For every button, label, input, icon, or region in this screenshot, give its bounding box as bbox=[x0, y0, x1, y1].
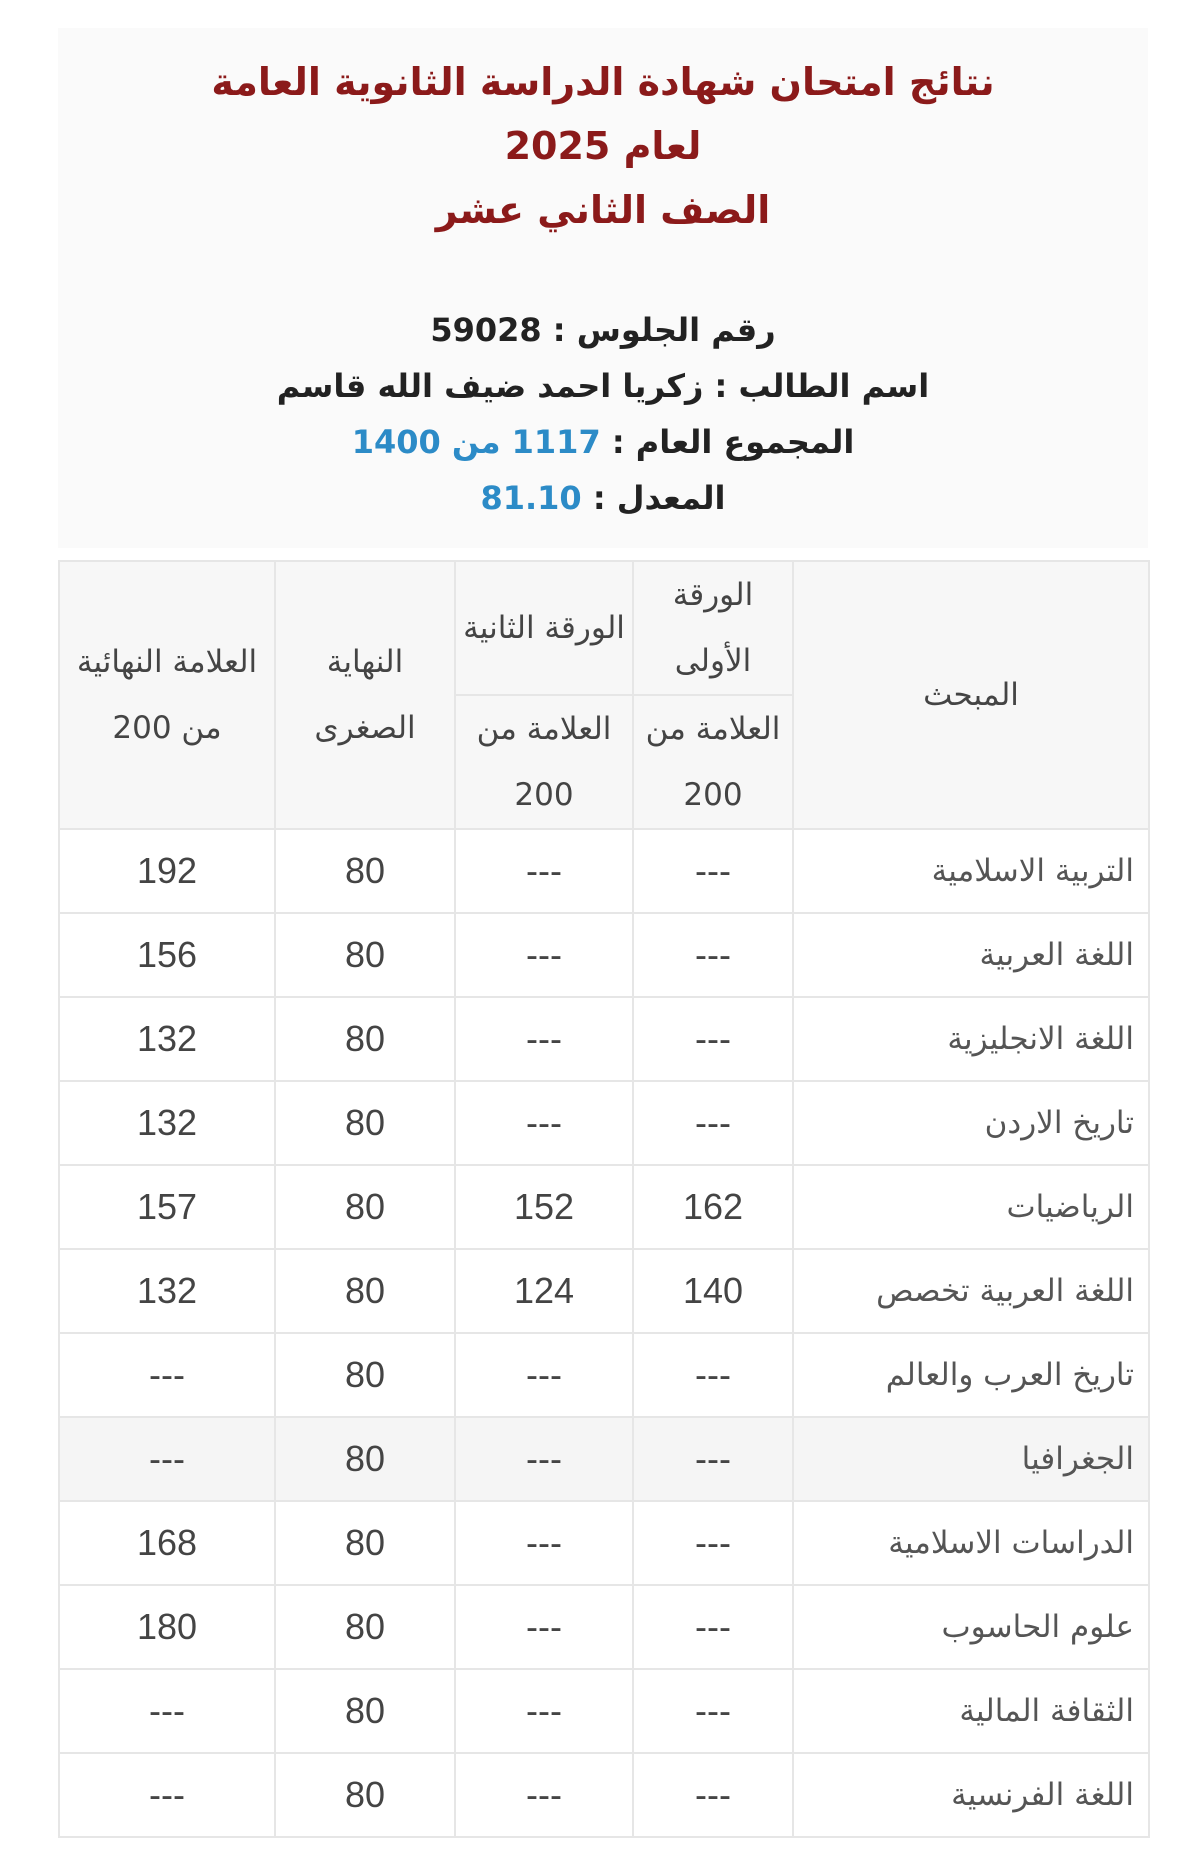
subject-cell: اللغة العربية تخصص bbox=[793, 1249, 1149, 1333]
seat-number-value: 59028 bbox=[430, 311, 542, 349]
final-mark-cell: 156 bbox=[59, 913, 275, 997]
subject-cell: الثقافة المالية bbox=[793, 1669, 1149, 1753]
exam-year: لعام 2025 bbox=[504, 124, 702, 168]
final-mark-cell: --- bbox=[59, 1753, 275, 1837]
final-mark-header: العلامة النهائية من 200 bbox=[59, 561, 275, 829]
table-row bbox=[59, 1165, 1149, 1249]
paper1-mark-cell: --- bbox=[633, 997, 793, 1081]
paper2-mark-cell: --- bbox=[455, 1753, 633, 1837]
final-mark-cell: --- bbox=[59, 1333, 275, 1417]
final-mark-cell: 168 bbox=[59, 1501, 275, 1585]
paper1-mark-cell: --- bbox=[633, 1753, 793, 1837]
subject-cell: تاريخ العرب والعالم bbox=[793, 1333, 1149, 1417]
paper2-mark-cell: --- bbox=[455, 913, 633, 997]
paper2-mark-cell: 152 bbox=[455, 1165, 633, 1249]
paper1-mark-cell: 162 bbox=[633, 1165, 793, 1249]
paper2-mark-cell: --- bbox=[455, 1669, 633, 1753]
total-value: 1117 من 1400 bbox=[351, 423, 601, 461]
paper1-mark-cell: --- bbox=[633, 1333, 793, 1417]
min-mark-cell: 80 bbox=[275, 1585, 455, 1669]
student-name-label: اسم الطالب : bbox=[714, 367, 930, 405]
subject-cell: الدراسات الاسلامية bbox=[793, 1501, 1149, 1585]
final-mark-cell: 192 bbox=[59, 829, 275, 913]
grade-level: الصف الثاني عشر bbox=[435, 188, 771, 232]
paper2-mark-cell: --- bbox=[455, 1081, 633, 1165]
result-header bbox=[58, 28, 1148, 548]
paper2-mark-cell: --- bbox=[455, 1417, 633, 1501]
min-mark-cell: 80 bbox=[275, 1081, 455, 1165]
subject-cell: اللغة الفرنسية bbox=[793, 1753, 1149, 1837]
average-label: المعدل : bbox=[592, 479, 726, 517]
page-title: نتائج امتحان شهادة الدراسة الثانوية العامة bbox=[211, 60, 995, 104]
table-row bbox=[59, 1753, 1149, 1837]
paper1-mark-cell: --- bbox=[633, 1417, 793, 1501]
paper2-mark-cell: 124 bbox=[455, 1249, 633, 1333]
total-row bbox=[58, 414, 1148, 470]
paper2-header: الورقة الثانية bbox=[455, 561, 633, 695]
average-row bbox=[58, 470, 1148, 526]
table-row bbox=[59, 1081, 1149, 1165]
table-row bbox=[59, 1417, 1149, 1501]
paper1-mark-header: العلامة من 200 bbox=[633, 695, 793, 829]
min-mark-cell: 80 bbox=[275, 1669, 455, 1753]
min-mark-cell: 80 bbox=[275, 1417, 455, 1501]
min-mark-cell: 80 bbox=[275, 1165, 455, 1249]
min-mark-cell: 80 bbox=[275, 997, 455, 1081]
paper1-header: الورقة الأولى bbox=[633, 561, 793, 695]
paper1-mark-cell: --- bbox=[633, 913, 793, 997]
table-row bbox=[59, 1501, 1149, 1585]
table-row bbox=[59, 1333, 1149, 1417]
final-mark-cell: 132 bbox=[59, 1249, 275, 1333]
student-name-value: زكريا احمد ضيف الله قاسم bbox=[276, 367, 704, 405]
seat-number-row bbox=[58, 302, 1148, 358]
table-row bbox=[59, 1249, 1149, 1333]
min-mark-cell: 80 bbox=[275, 829, 455, 913]
student-name-row bbox=[58, 358, 1148, 414]
min-mark-cell: 80 bbox=[275, 913, 455, 997]
table-row bbox=[59, 913, 1149, 997]
results-table-body bbox=[59, 829, 1149, 1837]
min-mark-cell: 80 bbox=[275, 1501, 455, 1585]
final-mark-cell: --- bbox=[59, 1669, 275, 1753]
subject-cell: اللغة العربية bbox=[793, 913, 1149, 997]
paper1-mark-cell: --- bbox=[633, 829, 793, 913]
final-mark-cell: 157 bbox=[59, 1165, 275, 1249]
final-mark-cell: 180 bbox=[59, 1585, 275, 1669]
subject-cell: الجغرافيا bbox=[793, 1417, 1149, 1501]
paper2-mark-cell: --- bbox=[455, 997, 633, 1081]
subject-cell: التربية الاسلامية bbox=[793, 829, 1149, 913]
final-mark-cell: 132 bbox=[59, 997, 275, 1081]
results-table-header bbox=[59, 561, 1149, 829]
paper1-mark-cell: 140 bbox=[633, 1249, 793, 1333]
subject-cell: علوم الحاسوب bbox=[793, 1585, 1149, 1669]
subject-cell: اللغة الانجليزية bbox=[793, 997, 1149, 1081]
total-label: المجموع العام : bbox=[611, 423, 855, 461]
paper2-mark-cell: --- bbox=[455, 1585, 633, 1669]
results-table bbox=[58, 560, 1150, 1838]
subject-header: المبحث bbox=[793, 561, 1149, 829]
table-row bbox=[59, 829, 1149, 913]
subject-cell: تاريخ الاردن bbox=[793, 1081, 1149, 1165]
table-row bbox=[59, 997, 1149, 1081]
student-info bbox=[58, 302, 1148, 526]
seat-number-label: رقم الجلوس : bbox=[552, 311, 776, 349]
paper1-mark-cell: --- bbox=[633, 1501, 793, 1585]
paper2-mark-cell: --- bbox=[455, 1501, 633, 1585]
table-row bbox=[59, 1669, 1149, 1753]
paper1-mark-cell: --- bbox=[633, 1669, 793, 1753]
final-mark-cell: --- bbox=[59, 1417, 275, 1501]
paper2-mark-header: العلامة من 200 bbox=[455, 695, 633, 829]
paper2-mark-cell: --- bbox=[455, 829, 633, 913]
average-value: 81.10 bbox=[480, 479, 582, 517]
subject-cell: الرياضيات bbox=[793, 1165, 1149, 1249]
min-mark-cell: 80 bbox=[275, 1249, 455, 1333]
min-mark-cell: 80 bbox=[275, 1753, 455, 1837]
table-row bbox=[59, 1585, 1149, 1669]
paper1-mark-cell: --- bbox=[633, 1585, 793, 1669]
paper2-mark-cell: --- bbox=[455, 1333, 633, 1417]
min-mark-cell: 80 bbox=[275, 1333, 455, 1417]
paper1-mark-cell: --- bbox=[633, 1081, 793, 1165]
final-mark-cell: 132 bbox=[59, 1081, 275, 1165]
min-mark-header: النهاية الصغرى bbox=[275, 561, 455, 829]
